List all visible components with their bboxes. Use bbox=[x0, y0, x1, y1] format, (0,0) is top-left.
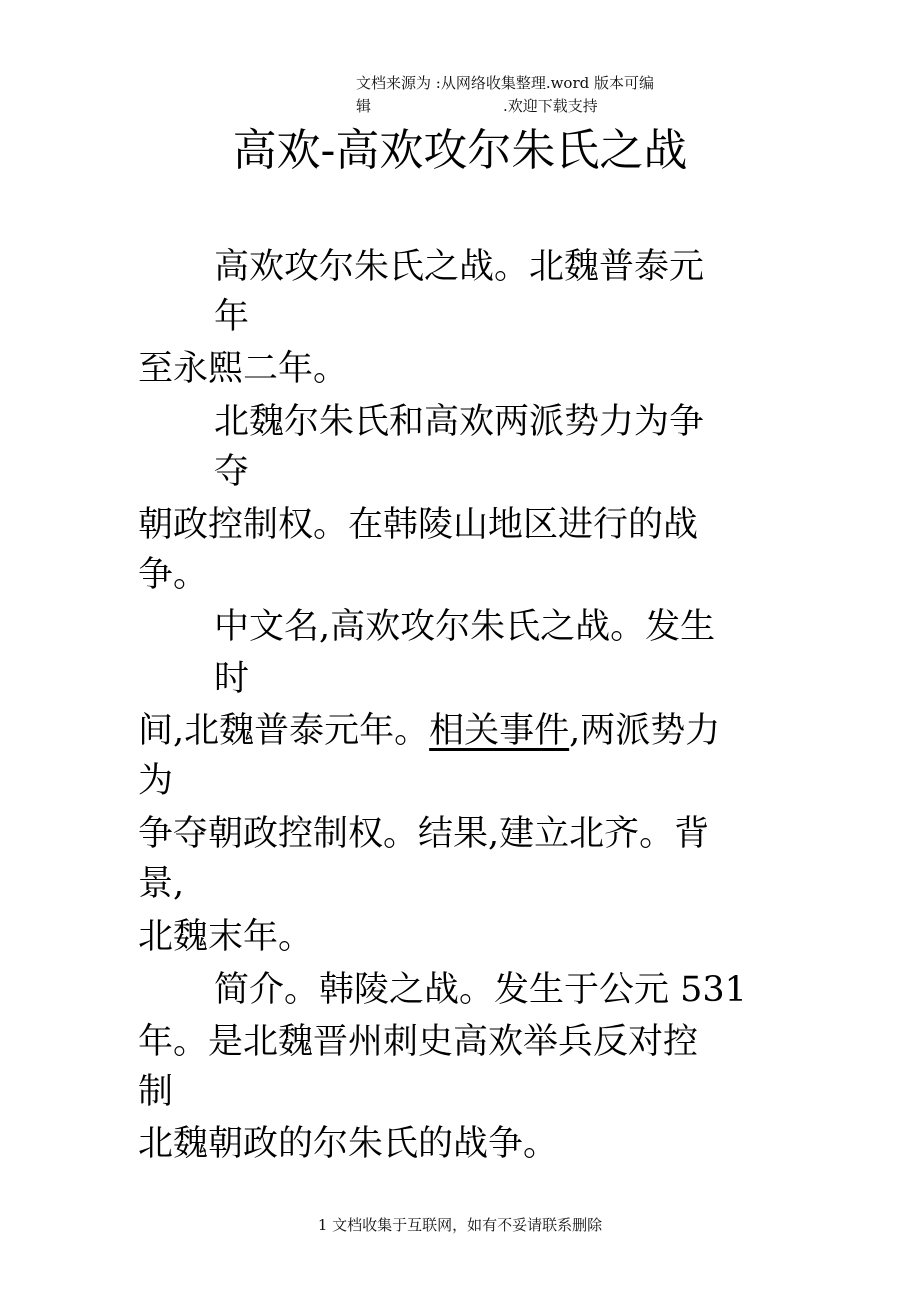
header-source-note-cont: 辑 bbox=[356, 97, 372, 115]
body-line: 制 bbox=[138, 1072, 174, 1112]
body-text-segment: 间,北魏普泰元年。 bbox=[138, 711, 430, 751]
page-footer: 1 文档收集于互联网，如有不妥请联系删除 bbox=[317, 1216, 603, 1234]
body-line: 北魏尔朱氏和高欢两派势力为争 bbox=[214, 402, 705, 442]
body-line: 简介。韩陵之战。发生于公元 531 bbox=[214, 970, 747, 1010]
body-line: 中文名,高欢攻尔朱氏之战。发生 bbox=[214, 607, 716, 647]
body-line: 至永熙二年。 bbox=[138, 349, 349, 389]
body-line: 高欢攻尔朱氏之战。北魏普泰元 bbox=[214, 247, 705, 287]
body-line: 夺 bbox=[214, 452, 250, 492]
body-line: 年 bbox=[214, 297, 250, 337]
body-line bbox=[138, 709, 720, 753]
body-line: 为 bbox=[138, 761, 174, 801]
body-line: 争。 bbox=[138, 555, 209, 595]
header-source-note: 文档来源为 :从网络收集整理.word 版本可编 bbox=[356, 74, 655, 92]
document-title: 高欢-高欢攻尔朱氏之战 bbox=[232, 125, 688, 176]
body-text-segment: ,两派势力 bbox=[569, 711, 721, 751]
header-download-note: .欢迎下载支持 bbox=[503, 97, 598, 115]
body-line: 景, bbox=[138, 864, 185, 904]
body-line: 时 bbox=[214, 659, 250, 699]
body-line: 北魏朝政的尔朱氏的战争。 bbox=[138, 1124, 559, 1164]
body-line: 争夺朝政控制权。结果,建立北齐。背 bbox=[138, 814, 710, 854]
body-line: 朝政控制权。在韩陵山地区进行的战 bbox=[138, 505, 699, 545]
body-line: 北魏末年。 bbox=[138, 917, 314, 957]
related-events-link[interactable]: 相关事件 bbox=[429, 711, 570, 751]
body-line: 年。是北魏晋州刺史高欢举兵反对控 bbox=[138, 1022, 699, 1062]
